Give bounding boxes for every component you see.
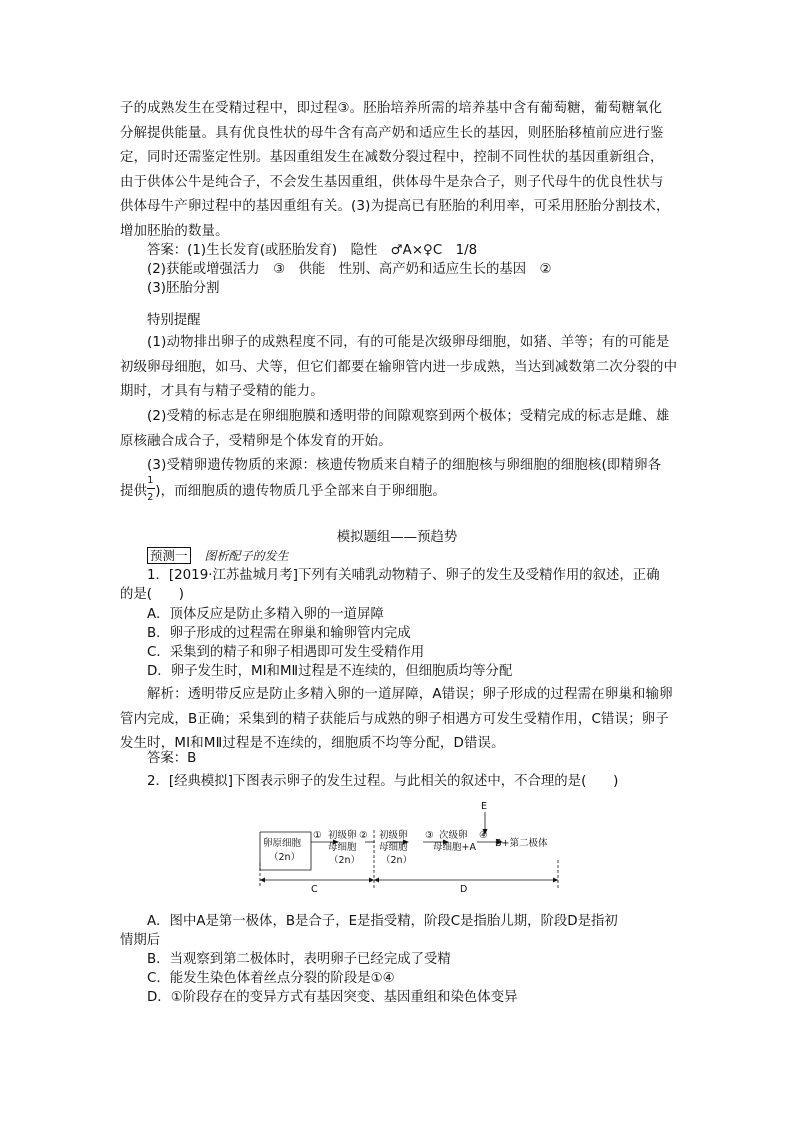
cell-label-4a: 次级卵 (439, 830, 468, 841)
stage-d-label: D (460, 884, 468, 895)
answer-line: (3)胚胎分割 (147, 281, 220, 296)
option-d: D．卵子发生时，MⅠ和MⅡ过程是不连续的，但细胞质均等分配 (147, 664, 513, 679)
cell-label-2a: 初级卵 (328, 830, 357, 841)
question-stem: 2．[经典模拟]下图表示卵子的发生过程。与此相关的叙述中，不合理的是( ) (147, 774, 619, 789)
stage-c-label: C (311, 884, 318, 895)
section-title: 模拟题组——预趋势 (336, 530, 458, 545)
answer: 答案：B (147, 751, 197, 766)
prediction-tag: 预测一 (147, 547, 191, 564)
intro-line: 定，同时还需鉴定性别。基因重组发生在减数分裂过程中，控制不同性状的基因重新组合， (120, 150, 664, 165)
step-label-1: ① (313, 830, 322, 841)
cell-label-3a: 初级卵 (379, 830, 408, 841)
tip-text: 提供 (120, 484, 148, 499)
intro-line: 由于供体公牛是纯合子，不会发生基因重组，供体母牛是杂合子，则子代母牛的优良性状与 (120, 174, 664, 190)
question-stem: 1．[2019·江苏盐城月考]下列有关哺乳动物精子、卵子的发生及受精作用的叙述，正确 (147, 568, 660, 583)
cell-label-3b: 母细胞 (379, 842, 408, 853)
oogenesis-diagram (255, 800, 565, 895)
axis-arrow-mid-right (374, 878, 379, 883)
cell-label-4b: 母细胞+A (433, 842, 476, 853)
e-label: E (481, 801, 488, 812)
option-b: B．卵子形成的过程需在卵巢和输卵管内完成 (147, 626, 411, 641)
axis-arrow-left (260, 878, 265, 883)
option-c: C．采集到的精子和卵子相遇即可发生受精作用 (147, 645, 425, 660)
cell-label-1: 卵原细胞 (263, 838, 302, 849)
fraction-bar (147, 488, 155, 489)
intro-line: 供体母牛产卵过程中的基因重组有关。(3)为提高已有胚胎的利用率，可采用胚胎分割技术， (120, 199, 670, 214)
result-label: B+第二极体 (495, 838, 548, 849)
option-a-cont: 情期后 (120, 933, 161, 948)
step-label-3: ③ (425, 830, 434, 841)
option-c: C．能发生染色体着丝点分裂的阶段是①④ (147, 971, 395, 986)
ploidy-label-1: （2n） (269, 852, 301, 863)
intro-line: 子的成熟发生在受精过程中，即过程③。胚胎培养所需的培养基中含有葡萄糖，葡萄糖氧化 (120, 101, 663, 116)
tip-item: (1)动物排出卵子的成熟程度不同，有的可能是次级卵母细胞，如猪、羊等；有的可能是初级卵母细胞，如马、犬等，但它们都要在输卵管内进一步成熟，当达到减数第二次分裂的中期时，才具有与精子受精的能力。 (120, 335, 678, 399)
cell-label-2b: 母细胞 (328, 842, 357, 853)
tips-title: 特别提醒 (147, 313, 201, 328)
ploidy-label-3: （2n） (381, 855, 413, 866)
axis-arrow-mid-left (369, 878, 374, 883)
tip-item: (3)受精卵遗传物质的来源：核遗传物质来自精子的细胞核与卵细胞的细胞核(即精卵各 (147, 458, 662, 473)
tip-text: )，而细胞质的遗传物质几乎全部来自于卵细胞。 (155, 484, 447, 499)
analysis: 解析：透明带反应是防止多精入卵的一道屏障，A错误；卵子形成的过程需在卵巢和输卵管内完成，B正确；采集到的精子获能后与成熟的卵子相遇方可发生受精作用，C错误；卵子发生时，MⅠ和MⅡ过程是不连续的，细胞质不均等分配，D错误。 (120, 687, 673, 751)
intro-line: 分解提供能量。具有优良性状的母牛含有高产奶和适应生长的基因，则胚胎移植前应进行鉴 (120, 125, 664, 141)
option-b: B．当观察到第二极体时，表明卵子已经完成了受精 (147, 952, 451, 967)
fraction (147, 475, 155, 503)
step-label-4: ④ (479, 830, 488, 841)
prediction-topic: 图析配子的发生 (204, 548, 289, 563)
fraction-numerator: 1 (147, 475, 154, 486)
answer-line: 答案：(1)生长发育(或胚胎发育) 隐性 ♂A×♀C 1/8 (147, 243, 478, 258)
option-d: D．①阶段存在的变异方式有基因突变、基因重组和染色体变异 (147, 990, 518, 1005)
option-a: A．图中A是第一极体，B是合子，E是指受精，阶段C是指胎儿期，阶段D是指初 (147, 914, 618, 929)
step-label-2: ② (359, 830, 368, 841)
option-a: A．顶体反应是防止多精入卵的一道屏障 (147, 607, 384, 622)
tip-item-line2 (120, 475, 680, 505)
ploidy-label-2: （2n） (329, 855, 361, 866)
prediction-tag-row (147, 546, 289, 564)
question-stem: 的是( ) (120, 587, 185, 602)
answer-line: (2)获能或增强活力 ③ 供能 性别、高产奶和适应生长的基因 ② (147, 262, 552, 277)
intro-line: 增加胚胎的数量。 (120, 223, 229, 239)
axis-arrow-right (553, 878, 558, 883)
fraction-denominator: 2 (147, 492, 154, 503)
tip-item: (2)受精的标志是在卵细胞膜和透明带的间隙观察到两个极体；受精完成的标志是雌、雄原核融合成合子，受精卵是个体发育的开始。 (120, 409, 670, 449)
